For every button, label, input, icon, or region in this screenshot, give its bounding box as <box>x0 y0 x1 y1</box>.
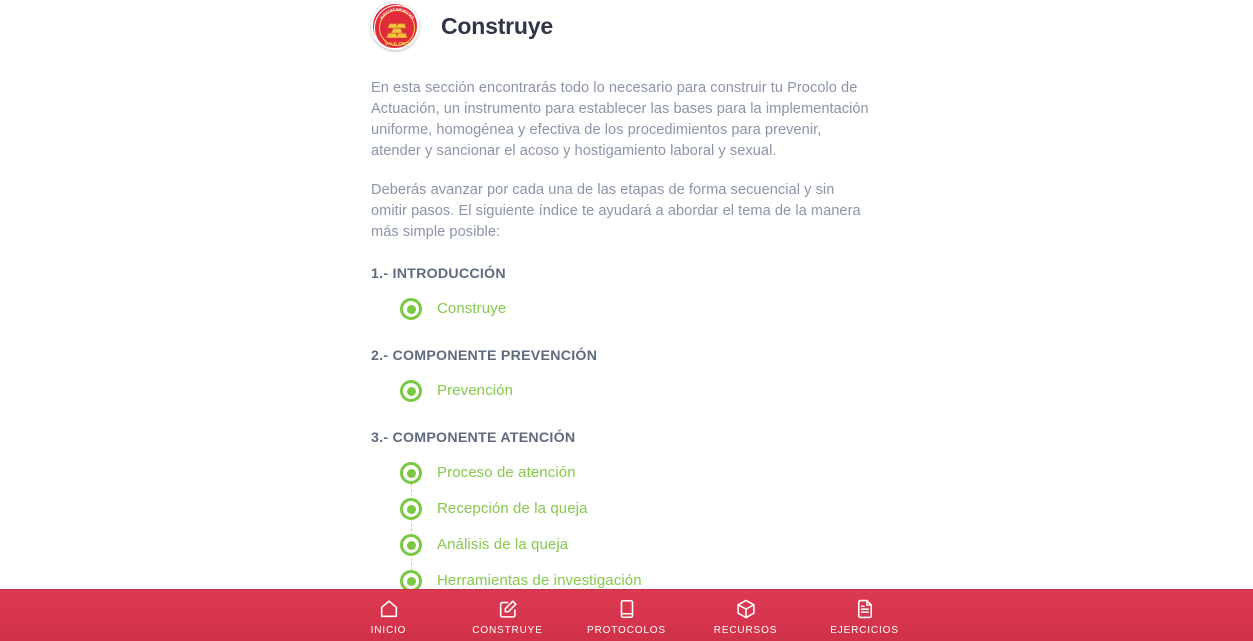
nav-items <box>329 590 924 641</box>
list-item <box>371 527 871 563</box>
nav-item-recursos[interactable] <box>686 590 805 641</box>
index-link[interactable] <box>371 291 871 327</box>
index-item-label: Proceso de atención <box>437 464 576 481</box>
index-item-label: Análisis de la queja <box>437 536 569 553</box>
nav-label: EJERCICIOS <box>830 625 899 636</box>
index-link[interactable] <box>371 491 871 527</box>
intro-block <box>371 78 871 243</box>
nav-item-construye[interactable] <box>448 590 567 641</box>
svg-text:VALE ORO: VALE ORO <box>385 41 409 46</box>
page-title: Construye <box>441 12 553 39</box>
index-link[interactable] <box>371 455 871 491</box>
content-column <box>371 0 871 589</box>
section-heading: 1.- INTRODUCCIÓN <box>371 266 506 282</box>
bottom-navigation-bar <box>0 589 1253 641</box>
radio-filled-icon <box>400 298 422 320</box>
list-item <box>371 563 871 589</box>
svg-text:NUESTRO BIENESTAR: NUESTRO BIENESTAR <box>379 7 415 21</box>
index-section <box>371 429 871 589</box>
nav-label: CONSTRUYE <box>472 625 543 636</box>
index-section <box>371 347 871 409</box>
section-item-list <box>371 455 871 589</box>
index-item-label: Prevención <box>437 382 514 399</box>
nav-item-protocolos[interactable] <box>567 590 686 641</box>
document-icon <box>854 598 876 620</box>
list-item <box>371 291 871 327</box>
intro-paragraph-1: En esta sección encontrarás todo lo necesario para construir tu Procolo de Actuación, un instrumento para establecer las bases para la implementación uniforme, homogénea y efectiva de los procedimientos para prevenir, atender y sancionar el acoso y hostigamiento laboral y sexual. <box>371 80 869 159</box>
radio-filled-icon <box>400 534 422 556</box>
index-item-label: Recepción de la queja <box>437 500 588 517</box>
nav-label: RECURSOS <box>713 625 778 636</box>
nav-item-inicio[interactable] <box>329 590 448 641</box>
gold-bars-badge-logo-icon <box>371 2 419 50</box>
section-heading: 2.- COMPONENTE PREVENCIÓN <box>371 348 598 364</box>
nav-item-ejercicios[interactable] <box>805 590 924 641</box>
radio-filled-icon <box>400 498 422 520</box>
index-item-label: Herramientas de investigación <box>437 572 642 589</box>
index-section <box>371 265 871 327</box>
section-item-list <box>371 291 871 327</box>
radio-filled-icon <box>400 462 422 484</box>
list-item <box>371 491 871 527</box>
nav-spacer-right <box>924 590 1253 641</box>
book-icon <box>616 598 638 620</box>
page-header <box>371 0 871 50</box>
intro-paragraph-2: Deberás avanzar por cada una de las etapas de forma secuencial y sin omitir pasos. El siguiente índice te ayudará a abordar el tema de la manera más simple posible: <box>371 182 861 240</box>
index-link[interactable] <box>371 563 871 589</box>
nav-label: PROTOCOLOS <box>587 625 666 636</box>
index-link[interactable] <box>371 373 871 409</box>
cube-icon <box>735 598 757 620</box>
radio-filled-icon <box>400 380 422 402</box>
nav-label: INICIO <box>370 625 407 636</box>
section-heading: 3.- COMPONENTE ATENCIÓN <box>371 430 576 446</box>
nav-spacer-left <box>0 590 329 641</box>
list-item <box>371 455 871 491</box>
index-list <box>371 265 871 589</box>
home-icon <box>378 598 400 620</box>
index-link[interactable] <box>371 527 871 563</box>
index-item-label: Construye <box>437 300 507 317</box>
section-item-list <box>371 373 871 409</box>
list-item <box>371 373 871 409</box>
edit-square-icon <box>497 598 519 620</box>
radio-filled-icon <box>400 570 422 589</box>
